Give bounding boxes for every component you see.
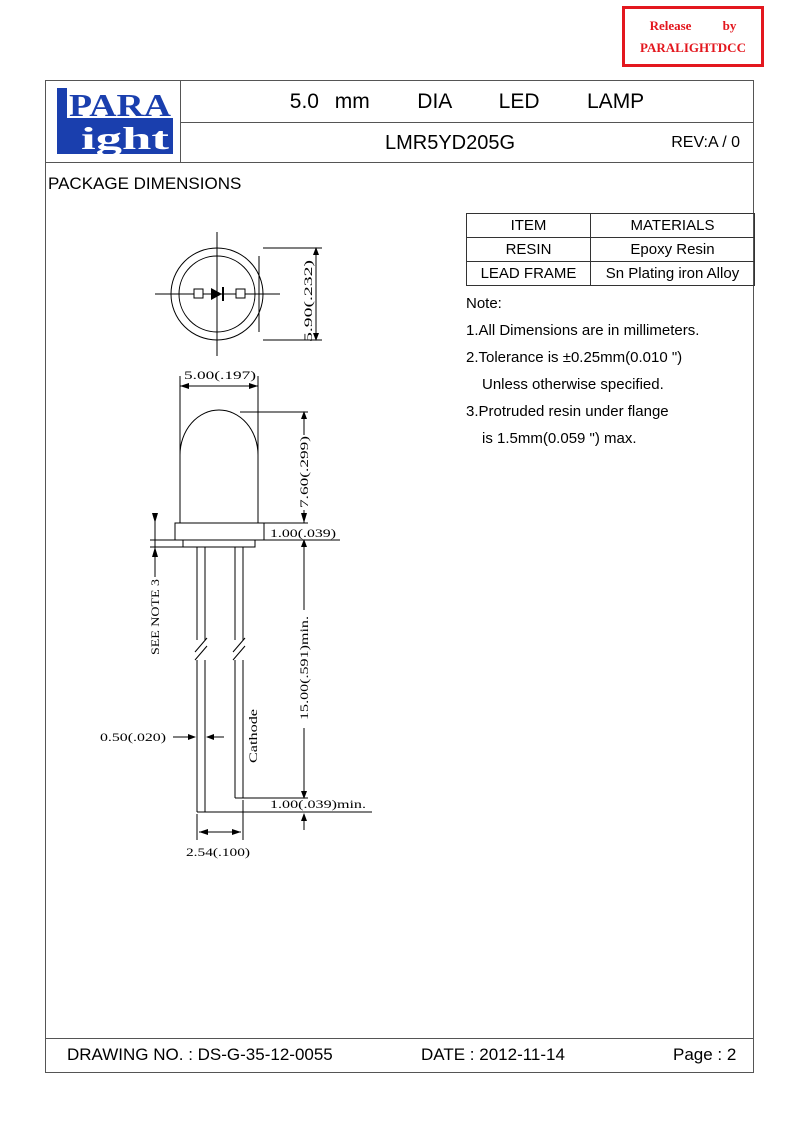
drawing-number: DRAWING NO. : DS-G-35-12-0055 bbox=[67, 1045, 333, 1064]
cathode-label: Cathode bbox=[246, 723, 260, 763]
table-header-item: ITEM bbox=[467, 214, 591, 238]
dim-flange-height: 1.00(.039) bbox=[270, 526, 336, 540]
table-cell: Epoxy Resin bbox=[591, 238, 755, 262]
dim-body-height: 7.60(.299) bbox=[297, 458, 311, 508]
note-title: Note: bbox=[466, 295, 502, 312]
table-header-materials: MATERIALS bbox=[591, 214, 755, 238]
stamp-line2: PARALIGHTDCC bbox=[640, 40, 746, 55]
dim-lead-length: 15.00(.591)min. bbox=[297, 642, 311, 720]
note-2-cont: Unless otherwise specified. bbox=[482, 376, 664, 393]
logo-text-top: PARA bbox=[69, 87, 171, 123]
lead-square-right bbox=[236, 289, 245, 298]
revision: REV:A / 0 bbox=[671, 134, 740, 151]
table-cell: Sn Plating iron Alloy bbox=[591, 262, 755, 286]
stamp-line1: Release by bbox=[649, 18, 737, 33]
product-title: 5.0 mm DIA LED LAMP bbox=[289, 90, 645, 113]
note-2: 2.Tolerance is ±0.25mm(0.010 ") bbox=[466, 349, 683, 366]
dim-body-diameter: 5.00(.197) bbox=[184, 368, 256, 382]
lead-square-left bbox=[194, 289, 203, 298]
page-number: Page : 2 bbox=[673, 1045, 737, 1064]
note-3: 3.Protruded resin under flange bbox=[466, 403, 669, 420]
drawing-date: DATE : 2012-11-14 bbox=[421, 1045, 565, 1064]
table-cell: LEAD FRAME bbox=[467, 262, 591, 286]
see-note-label: SEE NOTE 3 bbox=[148, 589, 162, 655]
dim-lead-width: 0.50(.020) bbox=[100, 730, 166, 744]
led-dome bbox=[180, 410, 258, 523]
section-title: PACKAGE DIMENSIONS bbox=[48, 174, 242, 193]
note-3-cont: is 1.5mm(0.059 ") max. bbox=[482, 430, 637, 447]
dim-lead-offset: 1.00(.039)min. bbox=[270, 797, 366, 811]
logo-text-bottom: ight bbox=[81, 120, 170, 156]
table-cell: RESIN bbox=[467, 238, 591, 262]
led-flange bbox=[175, 523, 264, 540]
note-1: 1.All Dimensions are in millimeters. bbox=[466, 322, 700, 339]
part-number: LMR5YD205G bbox=[384, 132, 516, 154]
dim-diameter-flange: 5.90(.232) bbox=[301, 292, 315, 342]
dim-lead-spacing: 2.54(.100) bbox=[186, 845, 250, 859]
